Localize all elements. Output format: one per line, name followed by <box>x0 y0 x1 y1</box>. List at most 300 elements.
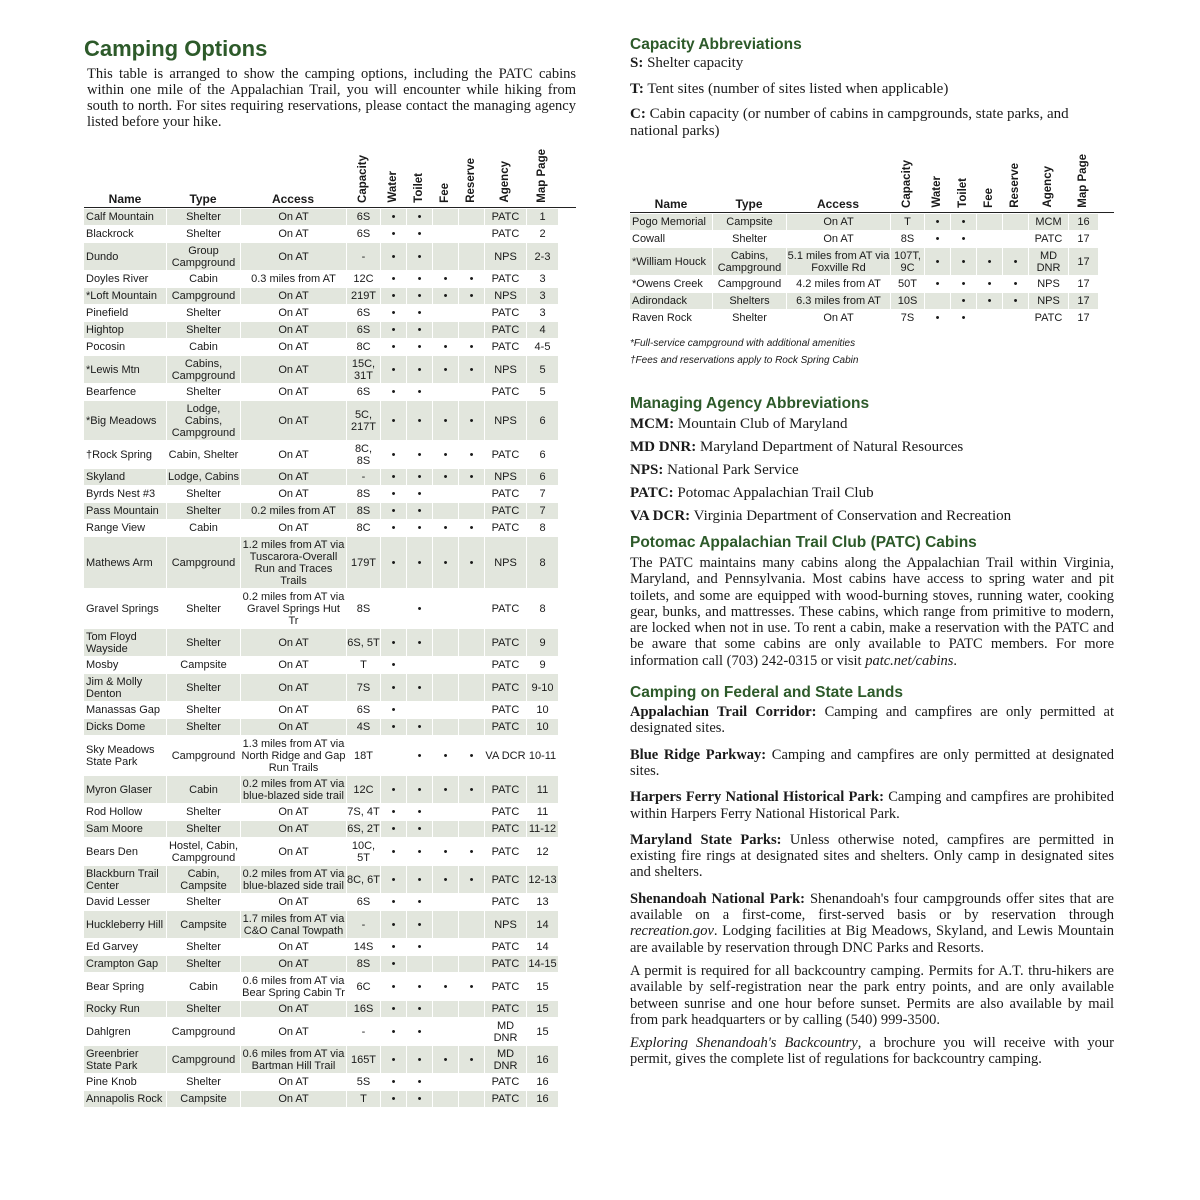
cell-page: 15 <box>526 1001 558 1018</box>
cell-capacity: 8S <box>346 589 380 629</box>
cell-capacity: 8S <box>346 503 380 520</box>
header-toilet: Toilet <box>413 173 425 203</box>
cell-fee <box>432 956 458 973</box>
cell-name: *Loft Mountain <box>84 288 166 305</box>
cell-agency: PATC <box>484 776 526 804</box>
cell-water: • <box>380 804 406 821</box>
cell-capacity: 8S <box>346 956 380 973</box>
cell-access: On AT <box>240 1074 346 1091</box>
cell-access: On AT <box>240 384 346 401</box>
cell-name: *Lewis Mtn <box>84 356 166 384</box>
cell-reserve <box>458 1074 484 1091</box>
cell-water: • <box>380 469 406 486</box>
header-type: Type <box>735 197 763 211</box>
cell-toilet: • <box>406 520 432 537</box>
cell-agency: MD DNR <box>1028 248 1068 276</box>
cell-name: *Big Meadows <box>84 401 166 441</box>
cell-access: 0.2 miles from AT <box>240 503 346 520</box>
cell-page: 8 <box>526 520 558 537</box>
cell-access: On AT <box>240 209 346 226</box>
cell-water: • <box>380 776 406 804</box>
cell-toilet: • <box>406 356 432 384</box>
cell-fee <box>432 674 458 702</box>
cell-reserve <box>458 629 484 657</box>
cell-name: Pine Knob <box>84 1074 166 1091</box>
cell-fee: • <box>432 271 458 288</box>
table-row <box>84 939 576 956</box>
capacity-item: S: Shelter capacity <box>630 55 744 71</box>
table-row <box>84 503 576 520</box>
cell-capacity: 8C <box>346 520 380 537</box>
cell-agency: VA DCR <box>484 736 526 776</box>
cell-page: 12 <box>526 838 558 866</box>
table-row <box>84 838 576 866</box>
cell-fee <box>432 894 458 911</box>
cell-page: 17 <box>1068 310 1098 327</box>
cell-agency: PATC <box>484 973 526 1001</box>
cell-capacity: 7S, 4T <box>346 804 380 821</box>
cell-capacity: 179T <box>346 537 380 589</box>
header-reserve: Reserve <box>1009 163 1021 208</box>
cell-water: • <box>924 310 950 327</box>
cell-type: Cabin <box>166 271 240 288</box>
cell-reserve <box>458 1018 484 1046</box>
cabins-link[interactable]: patc.net/cabins <box>865 652 954 669</box>
cell-water: • <box>380 271 406 288</box>
cell-access: On AT <box>240 243 346 271</box>
federal-title: Camping on Federal and State Lands <box>630 684 904 702</box>
cell-type: Campsite <box>166 657 240 674</box>
table-row <box>84 956 576 973</box>
cell-name: Ed Garvey <box>84 939 166 956</box>
cell-water: • <box>380 1046 406 1074</box>
cell-capacity: - <box>346 911 380 939</box>
cell-page: 10-11 <box>526 736 558 776</box>
cell-access: On AT <box>786 310 890 327</box>
cell-page: 5 <box>526 356 558 384</box>
cell-name: Manassas Gap <box>84 702 166 719</box>
cell-fee <box>432 719 458 736</box>
cell-toilet: • <box>406 1074 432 1091</box>
cell-agency: PATC <box>484 339 526 356</box>
cell-name: Bearfence <box>84 384 166 401</box>
cell-reserve <box>458 384 484 401</box>
cell-toilet: • <box>406 1046 432 1074</box>
cell-page: 3 <box>526 305 558 322</box>
cell-access: On AT <box>240 821 346 838</box>
cell-name: Dicks Dome <box>84 719 166 736</box>
cell-type: Shelter <box>166 384 240 401</box>
cell-agency: PATC <box>484 866 526 894</box>
cell-page: 6 <box>526 441 558 469</box>
cell-agency: PATC <box>484 384 526 401</box>
cell-toilet: • <box>406 271 432 288</box>
cell-fee: • <box>976 248 1002 276</box>
cell-capacity: 6S <box>346 702 380 719</box>
header-map-page: Map Page <box>536 149 548 203</box>
cell-water: • <box>380 674 406 702</box>
cell-toilet: • <box>406 1018 432 1046</box>
cell-agency: PATC <box>484 657 526 674</box>
cell-agency: PATC <box>484 589 526 629</box>
cell-page: 3 <box>526 271 558 288</box>
cell-page: 2-3 <box>526 243 558 271</box>
cell-fee: • <box>432 973 458 1001</box>
table-row <box>84 486 576 503</box>
cell-capacity: 6S <box>346 322 380 339</box>
cell-toilet <box>406 956 432 973</box>
cell-toilet: • <box>406 288 432 305</box>
cell-reserve <box>458 911 484 939</box>
cell-name: Huckleberry Hill <box>84 911 166 939</box>
cell-type: Cabins, Campground <box>166 356 240 384</box>
cell-name: Crampton Gap <box>84 956 166 973</box>
cell-access: On AT <box>240 356 346 384</box>
cell-capacity: T <box>890 214 924 231</box>
agency-item: VA DCR: Virginia Department of Conservation and Recreation <box>630 508 1012 524</box>
cell-name: Skyland <box>84 469 166 486</box>
cell-agency: PATC <box>484 674 526 702</box>
cell-fee: • <box>432 401 458 441</box>
cell-toilet: • <box>406 821 432 838</box>
cell-reserve: • <box>458 288 484 305</box>
cell-water: • <box>380 537 406 589</box>
cell-fee <box>432 589 458 629</box>
cell-name: Hightop <box>84 322 166 339</box>
table-row <box>84 339 576 356</box>
cell-toilet: • <box>406 1091 432 1108</box>
cell-page: 2 <box>526 226 558 243</box>
cell-capacity: 107T, 9C <box>890 248 924 276</box>
cell-access: On AT <box>240 674 346 702</box>
cell-water: • <box>380 209 406 226</box>
cell-reserve <box>1002 214 1028 231</box>
cell-reserve: • <box>1002 276 1028 293</box>
agency-item: PATC: Potomac Appalachian Trail Club <box>630 485 874 501</box>
cell-water <box>380 736 406 776</box>
header-access: Access <box>816 197 860 211</box>
cell-access: 0.6 miles from AT via Bear Spring Cabin Tr <box>240 973 346 1001</box>
cell-page: 14-15 <box>526 956 558 973</box>
cell-agency: NPS <box>484 469 526 486</box>
cell-agency: PATC <box>484 305 526 322</box>
cell-type: Shelter <box>166 894 240 911</box>
cell-access: 6.3 miles from AT <box>786 293 890 310</box>
table-row <box>84 271 576 288</box>
cell-fee <box>976 214 1002 231</box>
header-water: Water <box>387 171 399 203</box>
cell-name: Rod Hollow <box>84 804 166 821</box>
cell-page: 6 <box>526 469 558 486</box>
cell-page: 14 <box>526 911 558 939</box>
capacity-item: T: Tent sites (number of sites listed when applicable) <box>630 81 949 97</box>
cell-toilet: • <box>406 973 432 1001</box>
cell-type: Shelter <box>166 939 240 956</box>
cell-type: Shelter <box>166 821 240 838</box>
cell-access: 0.6 miles from AT via Bartman Hill Trail <box>240 1046 346 1074</box>
cell-fee <box>432 226 458 243</box>
cell-access: On AT <box>240 1018 346 1046</box>
cell-page: 17 <box>1068 231 1098 248</box>
cell-capacity: 50T <box>890 276 924 293</box>
cell-fee <box>432 911 458 939</box>
cell-name: Sky Meadows State Park <box>84 736 166 776</box>
cell-reserve <box>458 804 484 821</box>
cell-water: • <box>380 520 406 537</box>
cell-fee: • <box>432 736 458 776</box>
cell-name: Rocky Run <box>84 1001 166 1018</box>
cell-capacity: 5S <box>346 1074 380 1091</box>
cell-toilet: • <box>950 276 976 293</box>
cell-name: Bear Spring <box>84 973 166 1001</box>
cell-water: • <box>380 894 406 911</box>
cell-capacity: - <box>346 243 380 271</box>
cell-fee <box>432 657 458 674</box>
cell-page: 14 <box>526 939 558 956</box>
cell-name: Doyles River <box>84 271 166 288</box>
cell-reserve: • <box>458 520 484 537</box>
page-title: Camping Options <box>84 36 268 61</box>
cell-reserve <box>458 209 484 226</box>
cell-page: 17 <box>1068 293 1098 310</box>
cell-agency: PATC <box>484 629 526 657</box>
cell-type: Shelter <box>166 226 240 243</box>
cell-fee <box>432 939 458 956</box>
cell-access: 0.2 miles from AT via blue-blazed side trail <box>240 776 346 804</box>
cell-fee <box>432 503 458 520</box>
cell-type: Campsite <box>166 1091 240 1108</box>
federal-item: Maryland State Parks: Unless otherwise noted, campfires are permitted in existing fire rings at designated sites and shelters. Only camp in designated sites and shelters. <box>630 831 1115 881</box>
table-row <box>84 1018 576 1046</box>
cell-agency: PATC <box>484 226 526 243</box>
cell-access: On AT <box>786 214 890 231</box>
cell-name: Dundo <box>84 243 166 271</box>
table-row <box>84 288 576 305</box>
cell-water: • <box>380 1074 406 1091</box>
cell-water: • <box>380 1001 406 1018</box>
cell-fee: • <box>976 276 1002 293</box>
table-row <box>84 804 576 821</box>
brochure-paragraph: Exploring Shenandoah's Backcountry, a brochure you will receive with your permit, gives the complete list of regulations for backcountry camping. <box>630 1035 1115 1068</box>
cell-toilet: • <box>406 384 432 401</box>
table-row <box>630 276 1114 293</box>
table-row <box>84 821 576 838</box>
cell-access: On AT <box>240 441 346 469</box>
cell-agency: PATC <box>484 719 526 736</box>
left-column <box>84 36 576 1108</box>
cell-capacity: 12C <box>346 271 380 288</box>
cell-page: 15 <box>526 973 558 1001</box>
cell-access: On AT <box>240 838 346 866</box>
cell-agency: PATC <box>484 503 526 520</box>
intro-paragraph: This table is arranged to show the camping options, including the PATC cabins within one mile of the Appalachian Trail, you will encounter while hiking from south to north. For sites requiring reservations, please contact the managing agency listed before your hike. <box>87 66 576 130</box>
cell-agency: PATC <box>484 804 526 821</box>
cell-reserve: • <box>458 838 484 866</box>
cell-access: On AT <box>786 231 890 248</box>
cell-fee <box>432 1018 458 1046</box>
cell-toilet: • <box>406 401 432 441</box>
cell-name: Blackburn Trail Center <box>84 866 166 894</box>
table-header <box>630 152 1114 213</box>
cell-type: Shelter <box>166 629 240 657</box>
cell-name: Range View <box>84 520 166 537</box>
cell-reserve <box>458 719 484 736</box>
cell-name: Pocosin <box>84 339 166 356</box>
cell-type: Campground <box>712 276 786 293</box>
cell-fee: • <box>432 776 458 804</box>
cell-water: • <box>380 384 406 401</box>
table-row <box>84 719 576 736</box>
cell-reserve <box>458 939 484 956</box>
cell-toilet: • <box>950 231 976 248</box>
cell-fee: • <box>432 1046 458 1074</box>
cell-page: 9-10 <box>526 674 558 702</box>
cell-toilet: • <box>406 719 432 736</box>
cell-name: Jim & Molly Denton <box>84 674 166 702</box>
cell-toilet: • <box>406 322 432 339</box>
cell-fee <box>432 702 458 719</box>
cell-capacity: 4S <box>346 719 380 736</box>
cell-toilet: • <box>406 776 432 804</box>
cell-type: Lodge, Cabins, Campground <box>166 401 240 441</box>
table-row <box>84 776 576 804</box>
cell-fee <box>432 629 458 657</box>
cell-capacity: 8C, 6T <box>346 866 380 894</box>
table-row <box>84 911 576 939</box>
table-row <box>84 674 576 702</box>
cell-access: 1.7 miles from AT via C&O Canal Towpath <box>240 911 346 939</box>
cell-fee: • <box>432 469 458 486</box>
cell-access: On AT <box>240 339 346 356</box>
cell-toilet: • <box>406 503 432 520</box>
cell-toilet: • <box>406 537 432 589</box>
footnote: †Fees and reservations apply to Rock Spring Cabin <box>630 355 859 366</box>
cell-toilet: • <box>406 804 432 821</box>
cell-type: Campground <box>166 736 240 776</box>
cell-toilet: • <box>406 209 432 226</box>
cell-reserve: • <box>458 469 484 486</box>
cell-page: 10 <box>526 702 558 719</box>
cell-access: 0.2 miles from AT via Gravel Springs Hut Tr <box>240 589 346 629</box>
cell-access: On AT <box>240 719 346 736</box>
cell-type: Cabin <box>166 520 240 537</box>
cell-reserve <box>458 322 484 339</box>
cell-agency: PATC <box>484 1074 526 1091</box>
header-reserve: Reserve <box>465 158 477 203</box>
cell-page: 16 <box>526 1091 558 1108</box>
header-agency: Agency <box>1042 166 1054 208</box>
agency-item: MCM: Mountain Club of Maryland <box>630 416 848 432</box>
cell-page: 11-12 <box>526 821 558 838</box>
cell-fee <box>432 209 458 226</box>
camping-table <box>84 147 576 1108</box>
cell-agency: PATC <box>1028 231 1068 248</box>
cell-reserve <box>458 1001 484 1018</box>
cell-fee: • <box>432 866 458 894</box>
header-capacity: Capacity <box>901 160 913 208</box>
table-row <box>84 736 576 776</box>
cell-toilet: • <box>406 441 432 469</box>
cell-agency: MCM <box>1028 214 1068 231</box>
cell-water: • <box>924 231 950 248</box>
cell-capacity: T <box>346 1091 380 1108</box>
table-row <box>84 973 576 1001</box>
cell-type: Cabins, Campground <box>712 248 786 276</box>
header-toilet: Toilet <box>957 178 969 208</box>
cell-type: Hostel, Cabin, Campground <box>166 838 240 866</box>
federal-item: Harpers Ferry National Historical Park: Camping and campfires are prohibited within Harpers Ferry National Historical Park. <box>630 789 1114 822</box>
cell-agency: NPS <box>484 288 526 305</box>
cell-type: Campground <box>166 537 240 589</box>
cell-fee: • <box>432 288 458 305</box>
cell-page: 1 <box>526 209 558 226</box>
table-row <box>84 401 576 441</box>
cell-capacity: - <box>346 1018 380 1046</box>
cell-toilet: • <box>406 939 432 956</box>
cell-reserve <box>458 702 484 719</box>
cell-access: 5.1 miles from AT via Foxville Rd <box>786 248 890 276</box>
cell-fee: • <box>432 537 458 589</box>
table-row <box>84 1074 576 1091</box>
cell-access: On AT <box>240 486 346 503</box>
cell-water: • <box>380 702 406 719</box>
recreation-link[interactable]: recreation.gov <box>630 923 714 940</box>
table-body <box>84 208 576 1108</box>
cell-reserve <box>458 657 484 674</box>
cell-reserve: • <box>458 776 484 804</box>
cell-page: 9 <box>526 629 558 657</box>
cell-capacity: 18T <box>346 736 380 776</box>
cell-name: Pogo Memorial <box>630 214 712 231</box>
cell-reserve <box>458 305 484 322</box>
cell-agency: PATC <box>484 271 526 288</box>
cell-water: • <box>380 401 406 441</box>
cell-type: Campsite <box>166 911 240 939</box>
cell-page: 10 <box>526 719 558 736</box>
cell-type: Campground <box>166 1018 240 1046</box>
camping-table-continued <box>630 152 1114 327</box>
cell-access: On AT <box>240 288 346 305</box>
cell-page: 11 <box>526 776 558 804</box>
table-row <box>84 305 576 322</box>
table-row <box>84 384 576 401</box>
cell-water: • <box>380 486 406 503</box>
cell-capacity: 165T <box>346 1046 380 1074</box>
cell-reserve: • <box>458 736 484 776</box>
cell-capacity: 15C, 31T <box>346 356 380 384</box>
cell-page: 8 <box>526 537 558 589</box>
cell-reserve <box>458 503 484 520</box>
cell-reserve <box>458 226 484 243</box>
cell-fee <box>432 1074 458 1091</box>
cell-page: 6 <box>526 401 558 441</box>
cell-water: • <box>380 1091 406 1108</box>
cell-capacity: 8C <box>346 339 380 356</box>
table-row <box>84 1046 576 1074</box>
cell-fee: • <box>432 356 458 384</box>
cell-capacity: 6S <box>346 226 380 243</box>
cell-access: On AT <box>240 894 346 911</box>
cell-capacity: 6S <box>346 384 380 401</box>
cell-toilet: • <box>950 248 976 276</box>
cell-fee: • <box>432 520 458 537</box>
cell-access: On AT <box>240 657 346 674</box>
cell-name: Raven Rock <box>630 310 712 327</box>
cell-toilet: • <box>406 629 432 657</box>
cell-fee <box>432 243 458 271</box>
cell-toilet: • <box>406 838 432 866</box>
header-water: Water <box>931 176 943 208</box>
